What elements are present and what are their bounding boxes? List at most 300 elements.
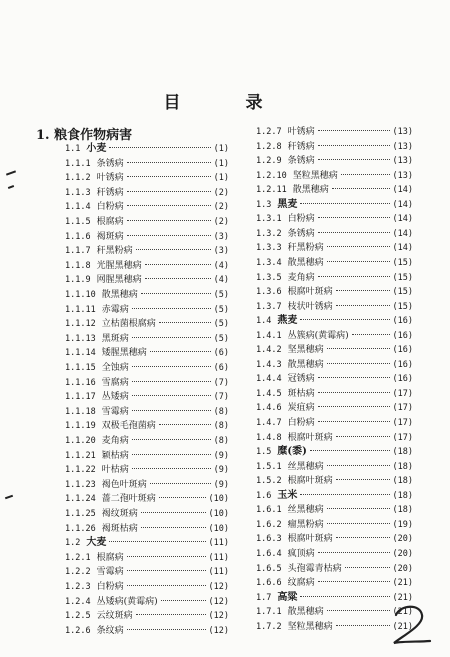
toc-leader-dots [127,162,211,163]
toc-leader-dots [327,246,390,247]
toc-entry-number: 1.2.11 [256,185,287,196]
toc-entry-number: 1.6.1 [256,505,282,516]
toc-entry-number: 1.6.5 [256,563,282,574]
toc-entry-title: 散黑穗病 [287,607,324,618]
page-title: 目 录 [163,93,287,113]
toc-entry-number: 1.1.25 [65,509,96,519]
toc-entry-title: 斑枯病 [287,388,315,399]
scan-edge-mark [6,170,16,175]
toc-entry-number: 1.2.8 [256,141,282,152]
toc-entry-title: 秆锈病 [96,187,124,198]
toc-entry-number: 1.4.6 [256,403,282,414]
toc-entry-page: (2) [213,187,229,198]
toc-entry-title: 丝黑穗病 [287,461,324,472]
toc-leader-dots [327,465,390,466]
toc-entry-title: 瘤黑粉病 [287,519,324,530]
scan-edge-mark [5,495,13,500]
toc-entry-title: 根腐叶斑病 [287,534,333,545]
toc-entry-page: (7) [213,377,229,388]
toc-entry-number: 1.1 [65,144,81,154]
toc-entry-title: 根腐叶斑病 [287,432,333,443]
toc-entry-page: (11) [208,538,229,549]
toc-leader-dots [109,541,205,542]
toc-leader-dots [127,629,206,630]
toc-entry-page: (12) [208,596,229,607]
toc-entry-page: (20) [392,534,413,545]
toc-leader-dots [132,381,211,382]
toc-entry-number: 1.1.12 [65,319,96,330]
toc-leader-dots [132,366,211,367]
toc-leader-dots [336,436,390,437]
toc-entry-title: 疯顶病 [287,548,315,559]
toc-entry-page: (17) [392,403,413,414]
toc-entry-page: (15) [392,257,413,268]
toc-leader-dots [132,337,211,338]
toc-leader-dots [327,508,390,509]
toc-entry-page: (13) [392,156,413,167]
toc-entry-title: 炭疽病 [287,403,315,414]
toc-entry-title: 全蚀病 [101,363,129,373]
toc-entry-row [65,608,229,624]
toc-entry-row [65,550,229,566]
toc-entry-page: (2) [213,217,229,227]
toc-entry-row [65,287,229,303]
toc-entry-page: (18) [392,461,413,472]
toc-entry-row [65,564,229,580]
toc-entry-page: (9) [213,450,229,461]
toc-entry-row [65,418,229,434]
toc-entry-page: (19) [392,519,413,530]
toc-entry-title: 纹腐病 [287,578,315,589]
scan-edge-mark [8,185,14,189]
toc-entry-title: 叶锈病 [96,173,124,184]
toc-entry-number: 1.6 [256,490,272,501]
toc-entry-row [65,521,229,537]
toc-entry-page: (10) [208,509,229,519]
toc-leader-dots [327,363,390,364]
toc-entry-title: 秆黑粉病 [287,243,324,254]
toc-entry-number: 1.1.20 [65,436,96,446]
toc-entry-title: 秆锈病 [287,141,315,152]
toc-entry-title: 燕麦 [277,315,298,327]
toc-entry-title: 糜(黍) [277,446,307,458]
toc-leader-dots [318,145,390,146]
toc-entry-number: 1.6.6 [256,578,282,589]
toc-entry-number: 1.3.6 [256,287,282,298]
toc-entry-row [65,258,229,274]
toc-entry-page: (13) [392,170,413,181]
toc-entry-title: 根腐叶斑病 [287,287,333,298]
toc-entry-row [65,302,229,318]
toc-entry-row [65,404,229,420]
toc-leader-dots [132,439,211,440]
toc-entry-number: 1.4.5 [256,388,282,399]
toc-leader-dots [318,232,390,233]
toc-entry-row [65,375,229,391]
toc-leader-dots [318,130,390,131]
toc-entry-title: 冠锈病 [287,374,315,385]
toc-entry-page: (14) [392,214,413,225]
toc-entry-title: 褐斑枯病 [101,523,138,534]
toc-leader-dots [145,278,211,279]
toc-entry-title: 根腐叶斑病 [287,476,333,487]
toc-leader-dots [127,220,211,221]
toc-entry-page: (4) [213,275,229,286]
toc-leader-dots [300,319,389,320]
toc-entry-number: 1.1.8 [65,260,91,271]
toc-leader-dots [127,556,206,557]
toc-entry-row [65,491,229,507]
toc-entry-page: (15) [392,301,413,312]
toc-entry-title: 白粉病 [96,582,124,592]
toc-entry-title: 根腐病 [96,552,124,563]
toc-entry-number: 1.1.1 [65,158,91,169]
toc-entry-number: 1.1.21 [65,450,96,461]
toc-entry-title: 散黑穗病 [287,359,324,370]
toc-entry-page: (6) [213,348,229,359]
toc-entry-row [65,316,229,332]
toc-entry-row [65,214,229,230]
toc-entry-number: 1.3.5 [256,272,282,283]
toc-leader-dots [336,290,390,291]
toc-leader-dots [336,305,390,306]
toc-entry-number: 1.4 [256,316,272,327]
toc-entry-title: 雪霉病 [96,567,124,578]
toc-entry-row [65,623,229,639]
toc-leader-dots [318,217,390,218]
handwritten-page-number-icon [390,601,436,647]
toc-entry-row [65,170,229,186]
toc-entry-page: (20) [392,548,413,559]
toc-entry-number: 1.4.2 [256,345,282,356]
toc-entry-number: 1.2.2 [65,567,91,578]
toc-entry-page: (21) [392,607,413,618]
toc-entry-title: 麦角病 [101,436,129,446]
toc-leader-dots [336,537,390,538]
toc-entry-number: 1.6.4 [256,548,282,559]
toc-entry-number: 1.3.4 [256,257,282,268]
toc-leader-dots [318,421,390,422]
toc-entry-page: (20) [392,563,413,574]
toc-entry-number: 1.3.3 [256,243,282,254]
toc-entry-row [65,229,229,245]
toc-entry-title: 白粉病 [287,214,315,225]
toc-entry-page: (3) [213,246,229,257]
toc-entry-page: (13) [392,127,413,137]
toc-entry-title: 网腥黑穗病 [96,275,142,286]
toc-entry-page: (16) [392,316,413,327]
toc-entry-page: (14) [392,243,413,254]
toc-entry-page: (18) [392,505,413,516]
toc-leader-dots [300,494,389,495]
toc-entry-row [65,345,229,361]
toc-entry-row [65,462,229,478]
toc-entry-page: (16) [392,359,413,370]
toc-entry-page: (16) [392,345,413,356]
toc-leader-dots [145,264,211,265]
toc-entry-number: 1.4.4 [256,374,282,385]
toc-leader-dots [318,581,390,582]
toc-entry-page: (18) [392,447,413,458]
toc-leader-dots [310,450,390,451]
toc-entry-number: 1.1.13 [65,333,96,344]
toc-leader-dots [332,188,390,189]
toc-entry-page: (8) [213,436,229,446]
toc-leader-dots [327,610,390,611]
toc-leader-dots [127,205,211,206]
toc-leader-dots [159,322,211,323]
toc-leader-dots [341,174,390,175]
toc-entry-page: (8) [213,406,229,417]
toc-entry-title: 散黑穗病 [287,257,324,268]
toc-entry-number: 1.2.10 [256,170,287,181]
toc-entry-row [65,506,229,522]
toc-entry-number: 1.2.3 [65,582,91,592]
toc-entry-row [65,199,229,215]
toc-entry-title: 叶枯病 [101,465,129,476]
toc-entry-number: 1.6.2 [256,519,282,530]
toc-leader-dots [318,552,390,553]
toc-entry-page: (11) [208,552,229,563]
toc-leader-dots [132,308,211,309]
toc-leader-dots [159,424,211,425]
toc-entry-page: (9) [213,479,229,490]
toc-entry-title: 矮腥黑穗病 [101,348,147,359]
toc-entry-title: 云纹斑病 [96,611,133,622]
toc-entry-page: (18) [392,476,413,487]
toc-entry-number: 1.1.3 [65,187,91,198]
toc-entry-number: 1.1.11 [65,304,96,315]
toc-leader-dots [141,527,206,528]
toc-entry-title: 条纹病 [96,625,124,636]
toc-entry-page: (15) [392,287,413,298]
toc-entry-page: (1) [213,173,229,184]
toc-entry-title: 大麦 [86,537,107,549]
toc-entry-page: (12) [208,582,229,592]
toc-entry-page: (5) [213,333,229,344]
toc-entry-title: 颖枯病 [101,450,129,461]
toc-entry-page: (5) [213,290,229,300]
toc-entry-page: (17) [392,418,413,428]
toc-entry-page: (12) [208,625,229,636]
toc-entry-title: 高粱 [277,591,298,603]
toc-entry-page: (8) [213,421,229,432]
toc-leader-dots [318,276,390,277]
toc-entry-row [65,433,229,449]
toc-entry-number: 1.1.5 [65,217,91,227]
toc-leader-dots [127,191,211,192]
toc-entry-page: (14) [392,185,413,196]
toc-leader-dots [150,483,211,484]
toc-entry-number: 1.2 [65,538,81,549]
toc-entry-number: 1.5.2 [256,476,282,487]
toc-leader-dots [300,203,389,204]
toc-entry-number: 1.1.18 [65,406,96,417]
toc-leader-dots [109,147,210,148]
toc-entry-number: 1.3 [256,199,272,210]
toc-entry-title: 叶锈病 [287,127,315,137]
toc-leader-dots [352,334,390,335]
toc-entry-number: 1.1.24 [65,494,96,505]
chapter-heading: 1. 粮食作物病害 [36,128,133,143]
toc-entry-title: 条锈病 [287,156,315,167]
toc-entry-title: 条锈病 [96,158,124,169]
toc-leader-dots [161,600,206,601]
toc-entry-title: 白粉病 [96,202,124,213]
toc-entry-row [65,185,229,201]
toc-entry-number: 1.2.5 [65,611,91,622]
toc-entry-number: 1.2.4 [65,596,91,607]
toc-entry-number: 1.3.7 [256,301,282,312]
toc-entry-title: 黑麦 [277,198,298,210]
toc-leader-dots [141,512,206,513]
toc-entry-title: 白粉病 [287,418,315,428]
toc-entry-number: 1.1.6 [65,231,91,242]
toc-leader-dots [300,596,389,597]
toc-leader-dots [127,570,206,571]
toc-entry-number: 1.1.17 [65,392,96,403]
toc-entry-title: 雪腐病 [101,377,129,388]
toc-entry-title: 秆黑粉病 [96,246,133,257]
toc-entry-row [65,331,229,347]
toc-entry-title: 丛矮病(黄霉病) [96,596,158,607]
toc-entry-number: 1.1.7 [65,246,91,257]
toc-entry-page: (21) [392,621,413,632]
toc-entry-title: 褐纹斑病 [101,509,138,519]
toc-entry-page: (21) [392,592,413,603]
toc-entry-number: 1.2.1 [65,552,91,563]
toc-entry-page: (6) [213,363,229,373]
toc-entry-title: 小麦 [86,143,107,154]
toc-entry-page: (10) [208,523,229,534]
toc-leader-dots [318,159,390,160]
toc-entry-title: 黑斑病 [101,333,129,344]
toc-leader-dots [159,497,206,498]
toc-entry-title: 光腥黑穗病 [96,260,142,271]
toc-entry-title: 坚粒黑穗病 [287,621,333,632]
toc-leader-dots [318,377,390,378]
toc-leader-dots [327,261,390,262]
toc-leader-dots [127,235,211,236]
toc-entry-number: 1.2.9 [256,156,282,167]
toc-entry-number: 1.1.23 [65,479,96,490]
toc-entry-page: (1) [213,158,229,169]
toc-leader-dots [327,523,390,524]
toc-entry-row [65,272,229,288]
toc-leader-dots [136,249,211,250]
toc-entry-row [65,389,229,405]
toc-entry-row [65,156,229,172]
toc-entry-page: (2) [213,202,229,213]
toc-entry-number: 1.4.3 [256,359,282,370]
toc-entry-number: 1.1.15 [65,363,96,373]
toc-leader-dots [141,293,211,294]
toc-entry-title: 丛矮病 [101,392,129,403]
toc-entry-page: (15) [392,272,413,283]
toc-entry-page: (5) [213,319,229,330]
toc-entry-page: (21) [392,578,413,589]
toc-entry-number: 1.2.6 [65,625,91,636]
toc-leader-dots [132,410,211,411]
toc-entry-title: 坚黑穗病 [287,345,324,356]
toc-entry-number: 1.5 [256,447,272,458]
toc-entry-title: 褐斑病 [96,231,124,242]
toc-entry-title: 赤霉病 [101,304,129,315]
toc-entry-number: 1.1.10 [65,290,96,300]
toc-entry-title: 枝状叶锈病 [287,301,333,312]
toc-leader-dots [336,479,390,480]
toc-entry-title: 坚粒黑穗病 [292,170,338,181]
toc-entry-page: (17) [392,388,413,399]
toc-entry-title: 散黑穗病 [292,185,329,196]
toc-entry-title: 雪霉病 [101,406,129,417]
toc-leader-dots [136,614,206,615]
toc-section-row [65,535,229,551]
toc-leader-dots [127,585,206,586]
toc-entry-title: 立枯菌根腐病 [101,319,156,330]
toc-entry-title: 丛簇病(黄霉病) [287,330,349,341]
toc-entry-number: 1.2.7 [256,127,282,137]
toc-entry-number: 1.1.16 [65,377,96,388]
toc-entry-number: 1.7.2 [256,621,282,632]
toc-entry-number: 1.3.1 [256,214,282,225]
toc-entry-page: (14) [392,228,413,239]
toc-entry-page: (18) [392,490,413,501]
toc-entry-page: (7) [213,392,229,403]
toc-entry-number: 1.1.22 [65,465,96,476]
toc-entry-number: 1.6.3 [256,534,282,545]
toc-entry-page: (14) [392,199,413,210]
toc-entry-row [65,448,229,464]
toc-leader-dots [127,176,211,177]
toc-entry-page: (13) [392,141,413,152]
toc-entry-page: (5) [213,304,229,315]
toc-entry-page: (1) [213,144,229,154]
toc-leader-dots [132,468,211,469]
toc-entry-title: 头孢霉青枯病 [287,563,342,574]
toc-entry-number: 1.1.26 [65,523,96,534]
toc-entry-page: (11) [208,567,229,578]
toc-leader-dots [345,567,390,568]
toc-entry-row [65,477,229,493]
toc-entry-number: 1.1.19 [65,421,96,432]
toc-entry-page: (16) [392,374,413,385]
toc-leader-dots [150,351,211,352]
toc-entry-number: 1.1.14 [65,348,96,359]
toc-entry-title: 蔷二孢叶斑病 [101,494,156,505]
toc-entry-title: 根腐病 [96,217,124,227]
toc-entry-number: 1.4.8 [256,432,282,443]
toc-entry-page: (16) [392,330,413,341]
toc-entry-row [65,243,229,259]
toc-entry-number: 1.4.1 [256,330,282,341]
toc-leader-dots [336,625,390,626]
toc-leader-dots [327,348,390,349]
toc-entry-number: 1.1.2 [65,173,91,184]
toc-entry-number: 1.4.7 [256,418,282,428]
toc-entry-title: 麦角病 [287,272,315,283]
toc-entry-title: 散黑穗病 [101,290,138,300]
toc-entry-row [65,579,229,595]
toc-leader-dots [318,392,390,393]
toc-entry-row [65,360,229,376]
toc-entry-title: 条锈病 [287,228,315,239]
toc-entry-page: (9) [213,465,229,476]
toc-entry-title: 丝黑穗病 [287,505,324,516]
toc-section-row [65,141,229,157]
toc-entry-page: (4) [213,260,229,271]
toc-entry-page: (10) [208,494,229,505]
